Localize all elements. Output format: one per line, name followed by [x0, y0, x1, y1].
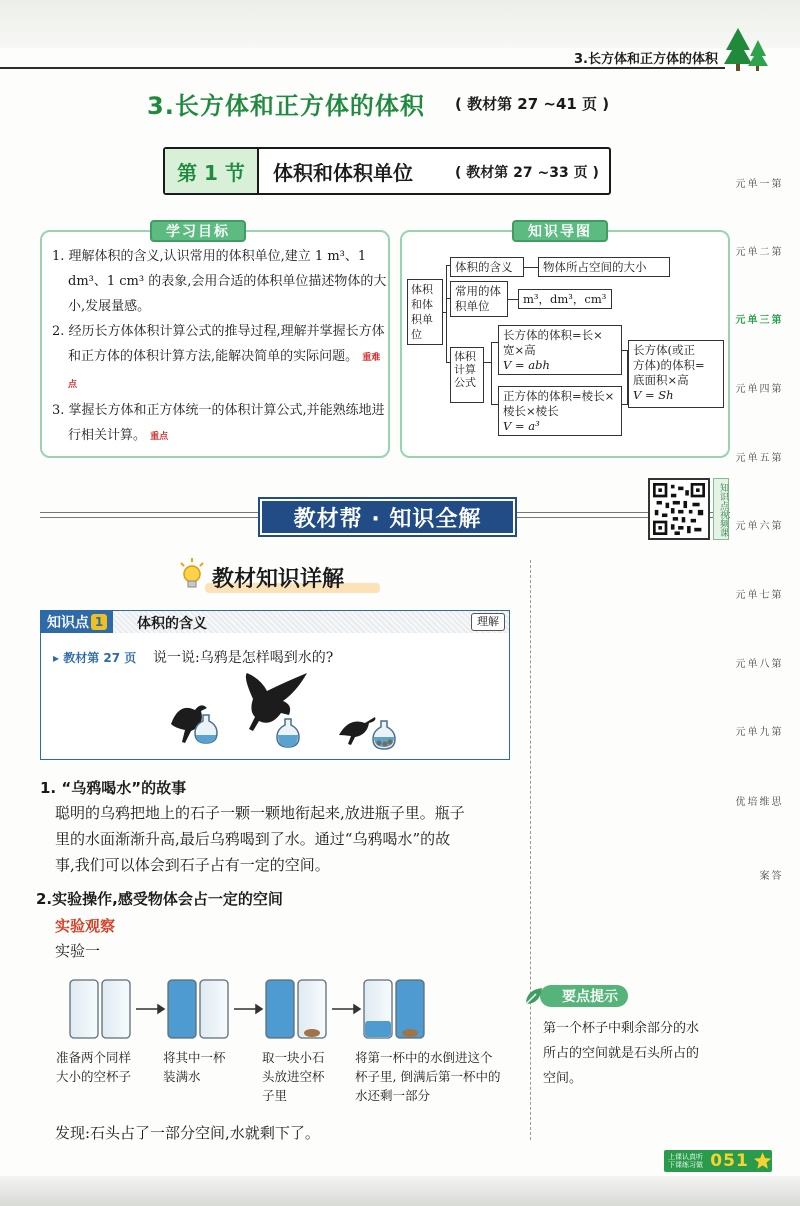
- mind-map-label: 知识导图: [512, 220, 608, 242]
- textbook-ref: ▸ 教材第 27 页: [53, 651, 137, 665]
- explain-title: 教材知识详解: [212, 567, 345, 592]
- experiment-cups-illustration: [60, 975, 430, 1045]
- mind-map-panel: [400, 224, 730, 458]
- sidebar-item-unit9[interactable]: 第九单元: [733, 726, 780, 737]
- map-root: 体积和体积单位: [407, 279, 443, 345]
- qr-video-label: 知识点视频课: [713, 478, 729, 540]
- map-node-meaning: 体积的含义: [450, 257, 524, 277]
- tip-title: 要点提示: [540, 985, 628, 1007]
- map-node-cuboid: 长方体的体积=长× 宽×高 V = abh: [498, 325, 622, 375]
- chapter-title: 3.长方体和正方体的体积: [147, 92, 425, 120]
- sidebar-item-answers[interactable]: 答 案: [757, 869, 780, 892]
- qr-code-icon[interactable]: [648, 478, 710, 540]
- step-caption-2: 将其中一杯 装满水: [163, 1050, 226, 1084]
- goal-item: 3. 掌握长方体和正方体统一的体积计算公式,并能熟练地进行相关计算。 重点: [52, 403, 385, 443]
- star-icon: [753, 1151, 772, 1171]
- knowledge-point-title: 体积的含义: [137, 616, 207, 632]
- section-title: 体积和体积单位: [273, 161, 413, 185]
- sidebar-item-unit8[interactable]: 第八单元: [733, 658, 780, 669]
- section-header: [163, 147, 611, 195]
- step-caption-1: 准备两个同样 大小的空杯子: [56, 1050, 132, 1084]
- goal-list: [52, 244, 388, 450]
- map-node-unified: 长方体(或正 方体)的体积= 底面积×高 V = Sh: [628, 340, 724, 408]
- goal-item: 2. 经历长方体体积计算公式的推导过程,理解并掌握长方体和正方体的体积计算方法,能解决简单的实际问题。 重难点: [52, 324, 385, 390]
- map-node-meaning-value: 物体所占空间的大小: [538, 257, 670, 277]
- page-number-badge: [664, 1150, 772, 1172]
- step-caption-3: 取一块小石 头放进空杯 子里: [262, 1050, 325, 1103]
- sidebar-item-unit1[interactable]: 第一单元: [733, 178, 780, 189]
- section-banner: 教材帮 · 知识全解: [260, 499, 515, 535]
- tip-text: 第一个杯子中剩余部分的水 所占的空间就是石头所占的 空间。: [543, 1021, 700, 1086]
- goal-item: 1. 理解体积的含义,认识常用的体积单位,建立 1 m³、1 dm³、1 cm³ 的表象,会用合适的体积单位描述物体的大小,发展量感。: [52, 249, 387, 314]
- chapter-ref: ( 教材第 27 ~41 页 ): [455, 95, 610, 113]
- story-heading: 1. “乌鸦喝水”的故事: [40, 779, 187, 797]
- map-node-units-value: m³，dm³，cm³: [518, 289, 612, 309]
- column-divider: [530, 560, 531, 1140]
- page-number: 051: [710, 1151, 749, 1171]
- sidebar-item-unit4[interactable]: 第四单元: [733, 383, 780, 394]
- map-node-units: 常用的体积单位: [450, 281, 508, 317]
- sidebar-item-unit3[interactable]: 第三单元: [733, 314, 780, 325]
- step-caption-4: 将第一杯中的水倒进这个 杯子里, 倒满后第一杯中的 水还剩一部分: [355, 1050, 501, 1103]
- crow-illustration: [161, 669, 401, 759]
- experiment-heading: 2.实验操作,感受物体会占一定的空间: [36, 890, 283, 908]
- experiment-name: 实验一: [55, 942, 101, 960]
- header-rule: [0, 67, 725, 69]
- discussion-prompt: 说一说:乌鸦是怎样喝到水的?: [153, 650, 334, 666]
- lightbulb-icon: [178, 558, 206, 592]
- understand-badge: 理解: [471, 613, 505, 631]
- learning-goals-panel: [40, 224, 390, 458]
- knowledge-point-box: [40, 610, 510, 760]
- sidebar-item-thinking[interactable]: 思维培优: [733, 796, 780, 807]
- story-paragraph: 聪明的乌鸦把地上的石子一颗一颗地衔起来,放进瓶子里。瓶子 里的水面渐渐升高,最后乌鸦喝到了水。通过“乌鸦喝水”的故 事,我们可以体会到石子占有一定的空间。: [55, 804, 465, 874]
- section-ref: ( 教材第 27 ~33 页 ): [455, 165, 599, 181]
- running-title: 3.长方体和正方体的体积: [574, 52, 718, 67]
- knowledge-point-tag: 知识点 1: [41, 611, 113, 633]
- top-band: [0, 0, 800, 48]
- sidebar-item-unit6[interactable]: 第六单元: [733, 520, 780, 531]
- map-node-cube: 正方体的体积=棱长× 棱长×棱长 V = a³: [498, 386, 622, 436]
- page-slogan: 上课认真听 下课练习做: [668, 1153, 703, 1169]
- leaf-icon: [522, 984, 546, 1008]
- tree-icon: [724, 26, 768, 72]
- sidebar-item-unit2[interactable]: 第二单元: [733, 246, 780, 257]
- map-node-formula: 体积计算公式: [450, 347, 484, 403]
- learning-goals-label: 学习目标: [150, 220, 246, 242]
- experiment-observe-label: 实验观察: [55, 917, 116, 935]
- section-tag: 第 1 节: [165, 149, 259, 193]
- key-difficulty-tag: 重难点: [68, 353, 381, 390]
- sidebar-item-unit5[interactable]: 第五单元: [733, 452, 780, 463]
- experiment-finding: 发现:石头占了一部分空间,水就剩下了。: [55, 1124, 320, 1142]
- sidebar-item-unit7[interactable]: 第七单元: [733, 589, 780, 600]
- key-point-tag: 重点: [150, 432, 169, 442]
